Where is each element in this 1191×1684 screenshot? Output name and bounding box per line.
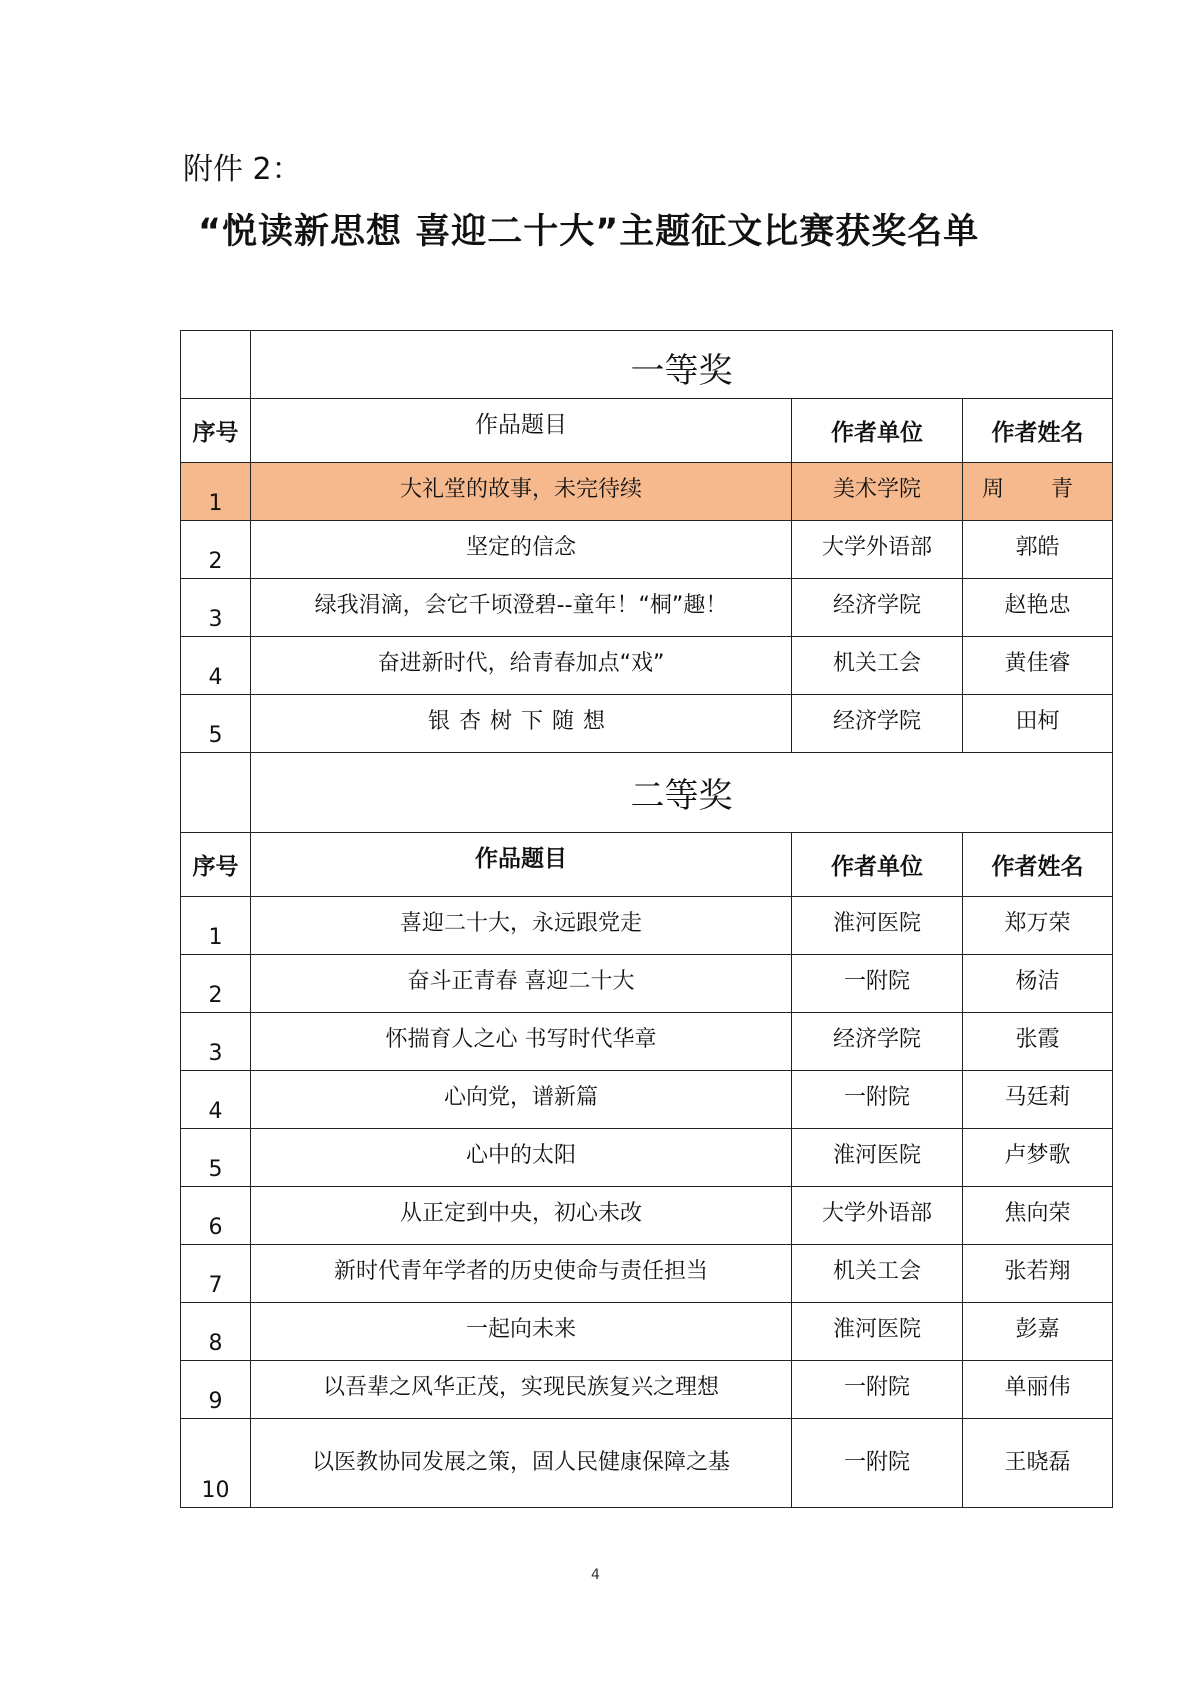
row-index: 3: [181, 579, 251, 637]
row-title: 以医教协同发展之策，固人民健康保障之基: [251, 1419, 792, 1508]
row-title: 绿我涓滴，会它千顷澄碧--童年！“桐”趣！: [251, 579, 792, 637]
row-unit: 一附院: [792, 955, 963, 1013]
row-index: 7: [181, 1245, 251, 1303]
row-index: 5: [181, 1129, 251, 1187]
table-row: [181, 579, 1113, 637]
table-row: [181, 1303, 1113, 1361]
table-row: [181, 1187, 1113, 1245]
first-prize-section-row: [181, 331, 1113, 399]
row-name: 赵艳忠: [963, 579, 1113, 637]
header-name: 作者姓名: [963, 833, 1113, 897]
attachment-label: 附件 2：: [183, 152, 302, 187]
row-index: 2: [181, 521, 251, 579]
row-unit: 一附院: [792, 1419, 963, 1508]
header-unit: 作者单位: [792, 399, 963, 463]
table-row: [181, 897, 1113, 955]
section-blank-cell: [181, 331, 251, 399]
row-title: 奋斗正青春 喜迎二十大: [251, 955, 792, 1013]
section-blank-cell: [181, 753, 251, 833]
row-name: 彭嘉: [963, 1303, 1113, 1361]
row-name: 田柯: [963, 695, 1113, 753]
table-row: [181, 1419, 1113, 1508]
row-index: 4: [181, 1071, 251, 1129]
row-name: 单丽伟: [963, 1361, 1113, 1419]
row-unit: 机关工会: [792, 1245, 963, 1303]
row-index: 3: [181, 1013, 251, 1071]
row-name: 黄佳睿: [963, 637, 1113, 695]
row-title: 新时代青年学者的历史使命与责任担当: [251, 1245, 792, 1303]
row-title: 坚定的信念: [251, 521, 792, 579]
table-row: [181, 955, 1113, 1013]
row-index: 9: [181, 1361, 251, 1419]
second-prize-label: 二等奖: [251, 753, 1113, 833]
row-name: 焦向荣: [963, 1187, 1113, 1245]
row-unit: 机关工会: [792, 637, 963, 695]
table-row: [181, 1071, 1113, 1129]
row-title: 喜迎二十大，永远跟党走: [251, 897, 792, 955]
table-row: [181, 1245, 1113, 1303]
row-index: 5: [181, 695, 251, 753]
page-number: 4: [591, 1567, 600, 1583]
row-name: 郑万荣: [963, 897, 1113, 955]
row-name: 周 青: [963, 463, 1113, 521]
row-name: 张若翔: [963, 1245, 1113, 1303]
row-name: 郭皓: [963, 521, 1113, 579]
header-name: 作者姓名: [963, 399, 1113, 463]
row-unit: 大学外语部: [792, 1187, 963, 1245]
row-index: 2: [181, 955, 251, 1013]
header-unit: 作者单位: [792, 833, 963, 897]
row-unit: 大学外语部: [792, 521, 963, 579]
row-title: 从正定到中央，初心未改: [251, 1187, 792, 1245]
header-title: 作品题目: [251, 833, 792, 897]
row-name: 杨洁: [963, 955, 1113, 1013]
row-index: 4: [181, 637, 251, 695]
first-prize-header-row: [181, 399, 1113, 463]
second-prize-header-row: [181, 833, 1113, 897]
table-row: [181, 1129, 1113, 1187]
row-title: 大礼堂的故事，未完待续: [251, 463, 792, 521]
row-title: 一起向未来: [251, 1303, 792, 1361]
row-unit: 淮河医院: [792, 1303, 963, 1361]
table-row: [181, 521, 1113, 579]
row-name: 卢梦歌: [963, 1129, 1113, 1187]
row-title: 以吾辈之风华正茂，实现民族复兴之理想: [251, 1361, 792, 1419]
row-unit: 美术学院: [792, 463, 963, 521]
table-row: [181, 637, 1113, 695]
row-title: 心向党，谱新篇: [251, 1071, 792, 1129]
row-index: 1: [181, 897, 251, 955]
header-index: 序号: [181, 833, 251, 897]
row-unit: 淮河医院: [792, 897, 963, 955]
row-index: 8: [181, 1303, 251, 1361]
table-row: [181, 463, 1113, 521]
header-index: 序号: [181, 399, 251, 463]
row-unit: 经济学院: [792, 579, 963, 637]
row-index: 10: [181, 1419, 251, 1508]
table-row: [181, 1361, 1113, 1419]
row-unit: 淮河医院: [792, 1129, 963, 1187]
table-row: [181, 1013, 1113, 1071]
row-title: 奋进新时代，给青春加点“戏”: [251, 637, 792, 695]
row-name: 王晓磊: [963, 1419, 1113, 1508]
row-index: 6: [181, 1187, 251, 1245]
document-title: “悦读新思想 喜迎二十大”主题征文比赛获奖名单: [198, 212, 980, 252]
row-name: 马廷莉: [963, 1071, 1113, 1129]
row-title: 怀揣育人之心 书写时代华章: [251, 1013, 792, 1071]
row-unit: 一附院: [792, 1361, 963, 1419]
header-title: 作品题目: [251, 399, 792, 463]
second-prize-section-row: [181, 753, 1113, 833]
row-unit: 一附院: [792, 1071, 963, 1129]
row-unit: 经济学院: [792, 695, 963, 753]
table-row: [181, 695, 1113, 753]
awards-table: [180, 330, 1113, 1508]
row-title: 银杏树下随想: [251, 695, 792, 753]
row-unit: 经济学院: [792, 1013, 963, 1071]
row-index: 1: [181, 463, 251, 521]
first-prize-label: 一等奖: [251, 331, 1113, 399]
row-name: 张霞: [963, 1013, 1113, 1071]
row-title: 心中的太阳: [251, 1129, 792, 1187]
